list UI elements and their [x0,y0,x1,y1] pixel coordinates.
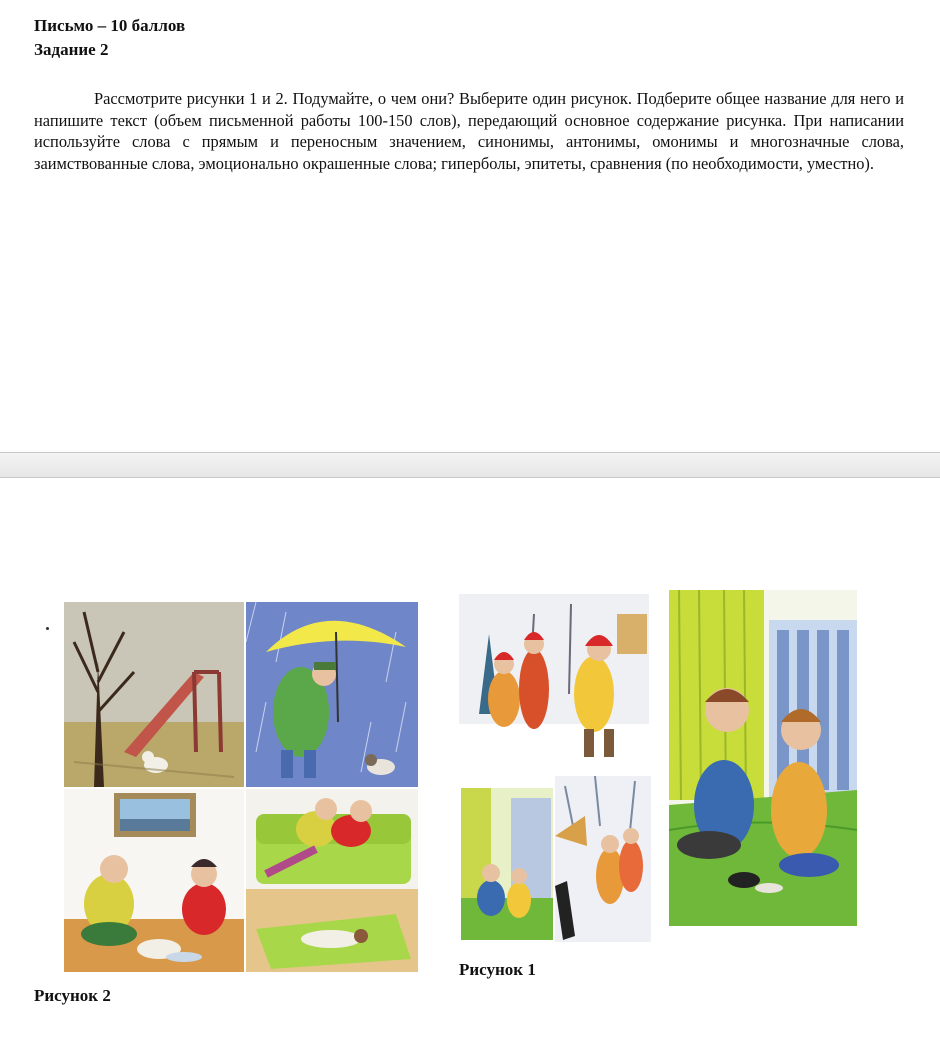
page-title: Письмо – 10 баллов [34,16,186,35]
figure1-caption: Рисунок 1 [459,960,536,979]
task-text: Рассмотрите рисунки 1 и 2. Подумайте, о чем они? Выберите один рисунок. Подберите общее название для него и напишите текст (объем письменной работы 100-150 слов), передающий основное содержание рисунка. При написании используйте слова с прямым и переносным значением, синонимы, антонимы, омонимы и многозначные слова, заимствованные слова, эмоционально окрашенные слова; гиперболы, эпитеты, сравнения (по необходимости, уместно). [34,89,904,173]
figure2-caption: Рисунок 2 [34,986,111,1005]
figure2-panel-rain [246,602,418,787]
bullet-dot [46,627,49,630]
figure2-panel-sofa [246,789,418,972]
figure2-panel-playground [64,602,244,787]
page-separator [0,452,940,478]
figure1-panel-winter-street [459,594,649,774]
page-top [0,0,940,452]
figure1-panel-snow-kitten [555,776,651,942]
figure1-panel-children-small [461,788,553,940]
task-number: Задание 2 [34,40,109,59]
figure1-panel-large-children [669,590,857,926]
